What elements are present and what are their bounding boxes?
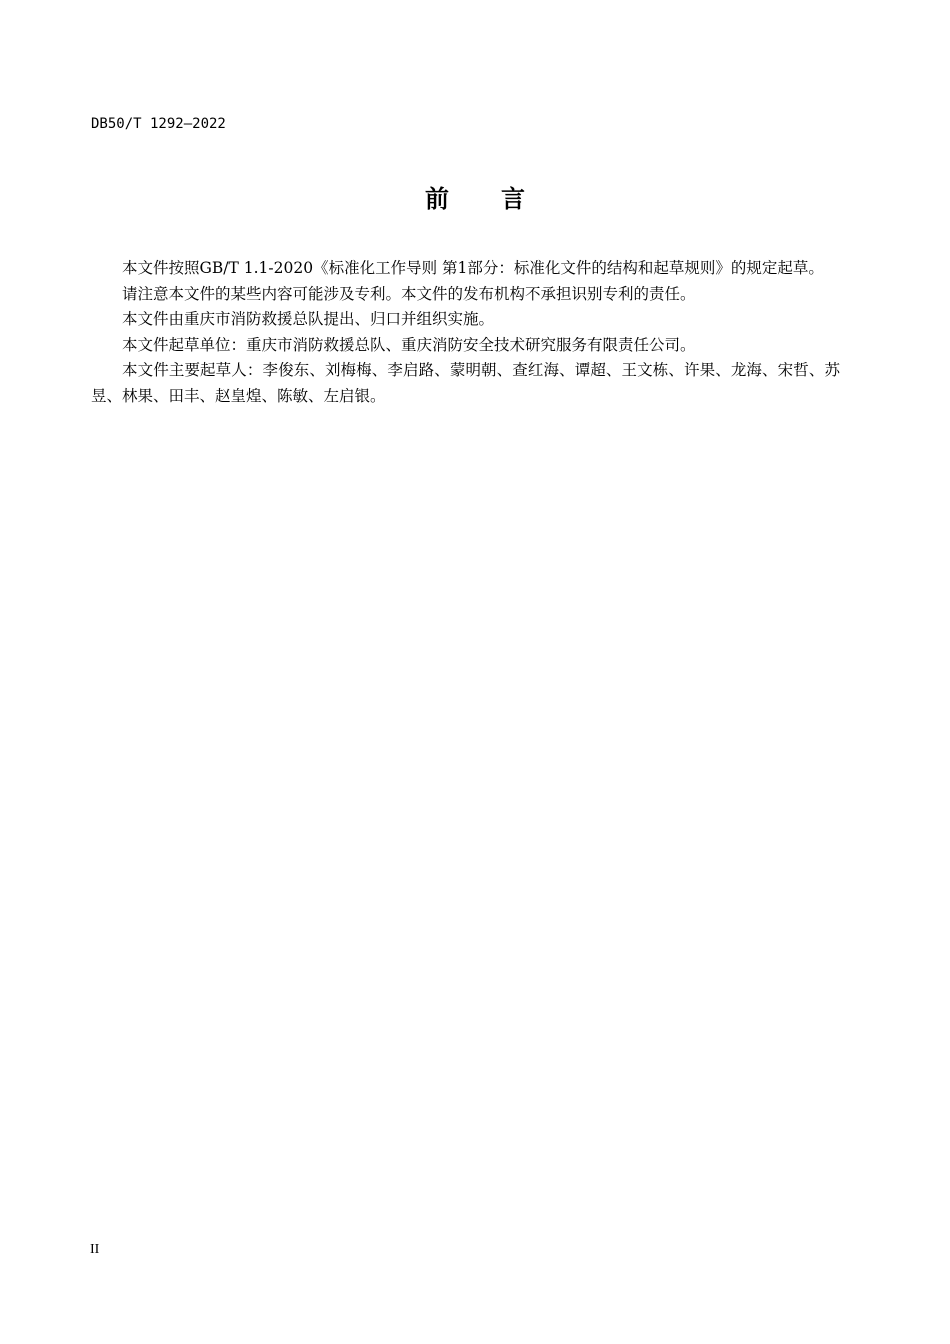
page-title xyxy=(0,182,950,216)
paragraph-patent-notice: 请注意本文件的某些内容可能涉及专利。本文件的发布机构不承担识别专利的责任。 xyxy=(122,284,696,303)
title-char-2: 言 xyxy=(501,185,525,213)
title-char-1: 前 xyxy=(425,185,449,213)
paragraph-drafters: 本文件主要起草人：李俊东、刘梅梅、李启路、蒙明朝、查红海、谭超、王文栋、许果、龙海、宋哲、苏昱、林果、田丰、赵皇煌、陈敏、左启银。 xyxy=(91,361,840,405)
paragraph-drafting-units: 本文件起草单位：重庆市消防救援总队、重庆消防安全技术研究服务有限责任公司。 xyxy=(122,335,696,354)
paragraph-proposer: 本文件由重庆市消防救援总队提出、归口并组织实施。 xyxy=(122,310,495,329)
page-number: II xyxy=(90,1242,100,1257)
foreword-body xyxy=(91,256,840,410)
paragraph-standard-basis: 本文件按照GB/T 1.1-2020《标准化工作导则 第1部分：标准化文件的结构和起草规则》的规定起草。 xyxy=(122,259,824,277)
document-code: DB50/T 1292—2022 xyxy=(91,116,226,132)
